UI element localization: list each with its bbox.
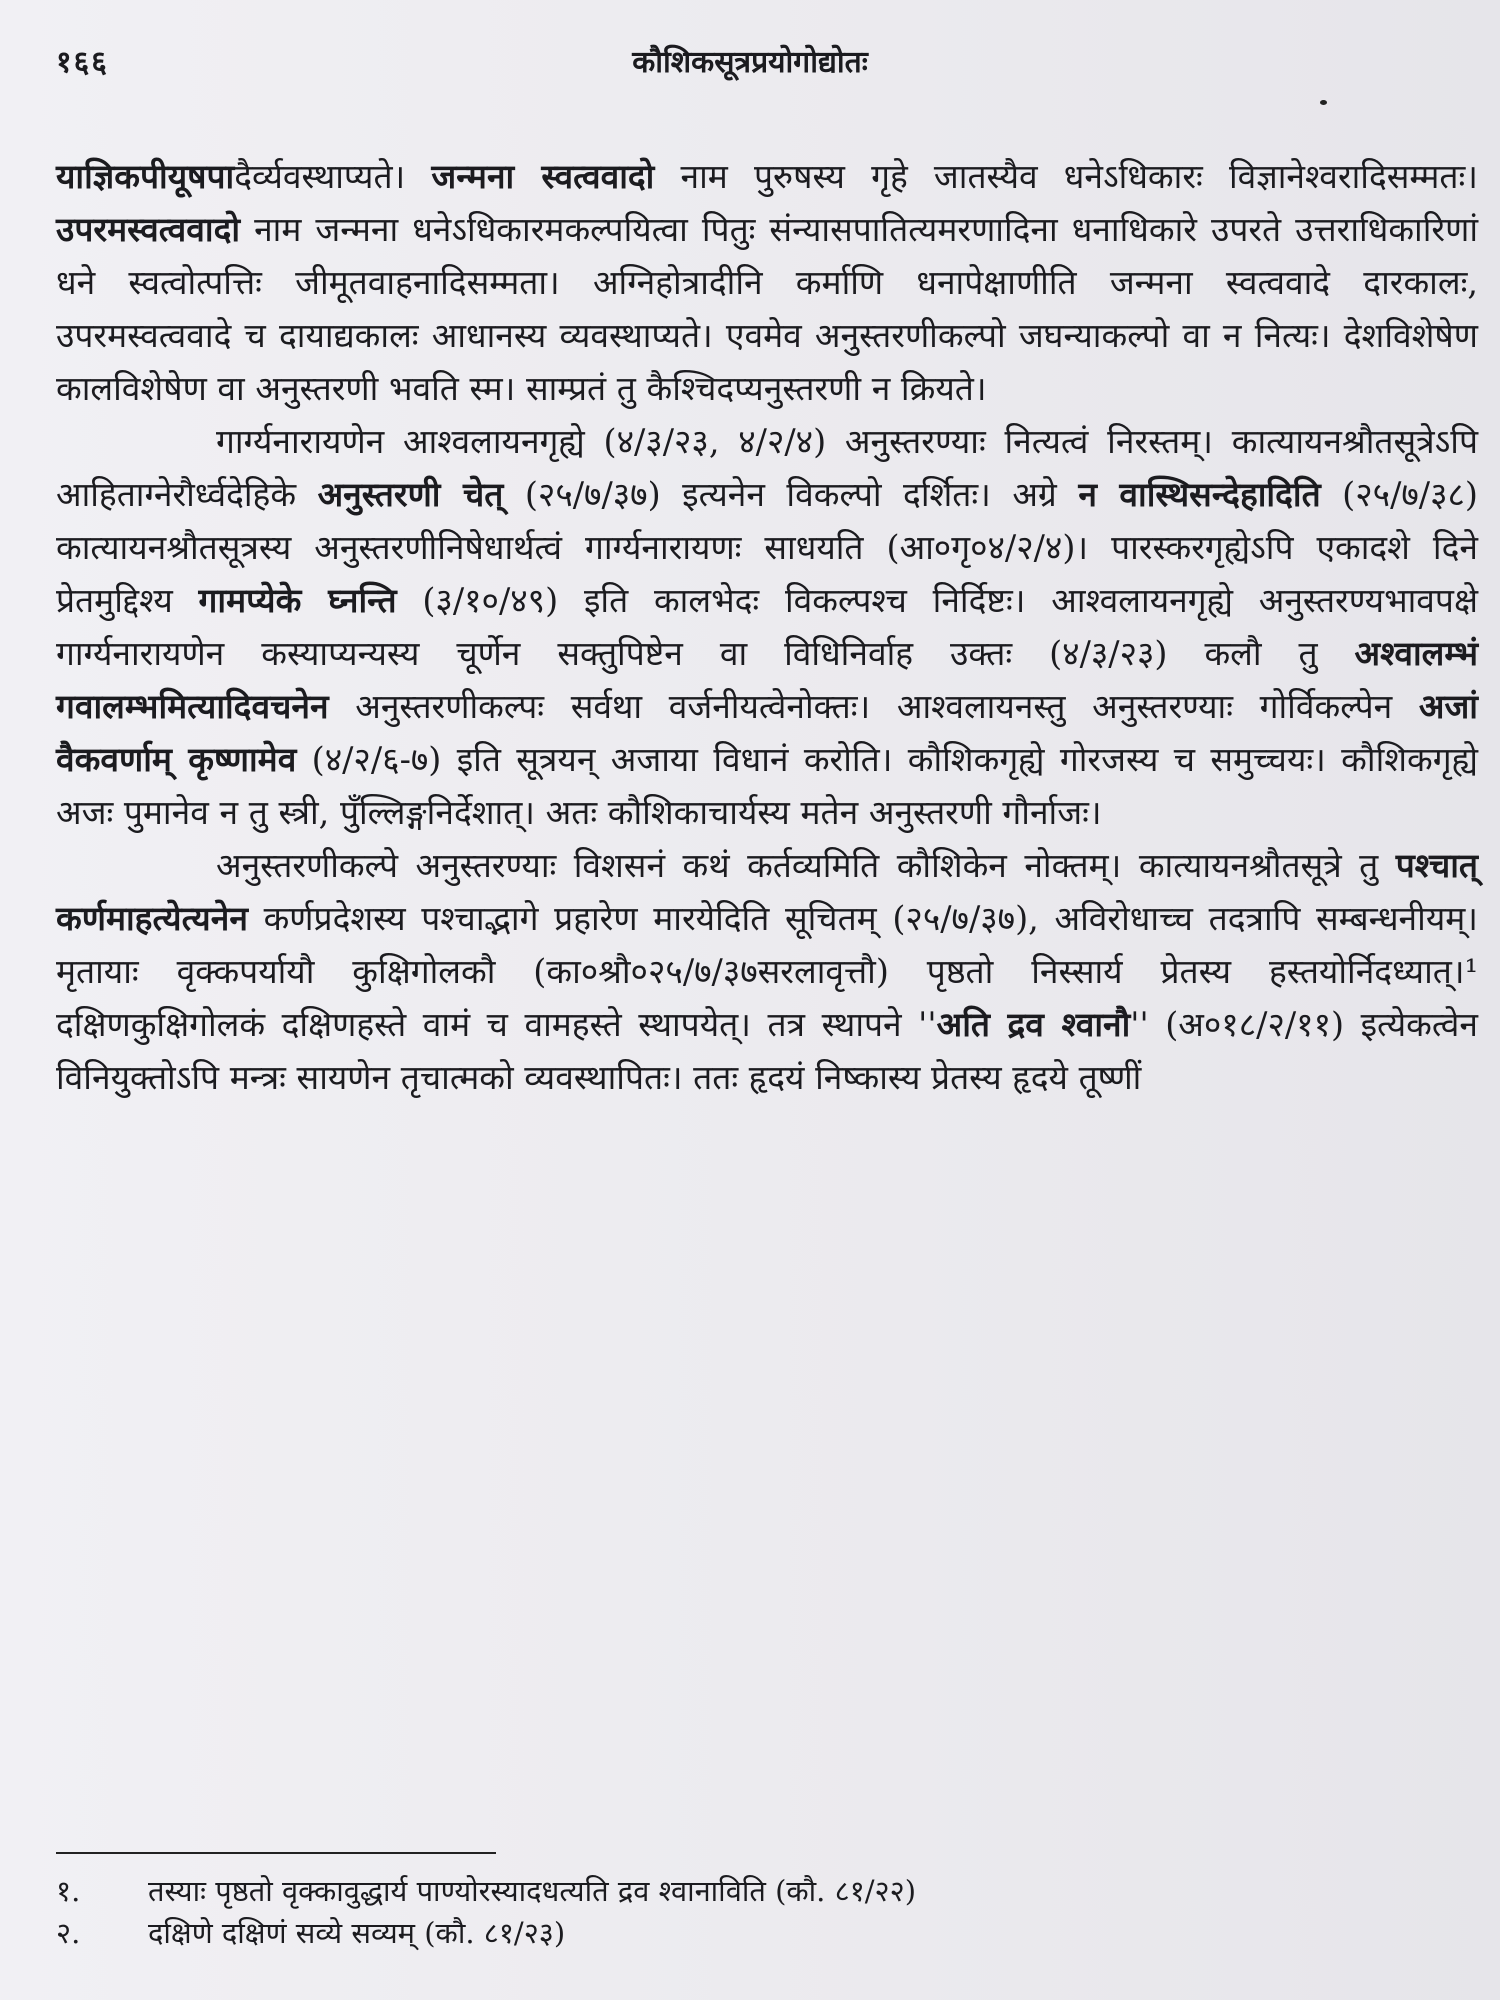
bold-citation: अनुस्तरणी चेत् — [317, 475, 504, 514]
running-title: कौशिकसूत्रप्रयोगोद्योतः — [632, 45, 868, 80]
text-run: नाम पुरुषस्य गृहे जातस्यैव धनेऽधिकारः विज्ञानेश्वरादिसम्मतः। — [654, 157, 1478, 196]
footnotes — [56, 1870, 1440, 1954]
text-run: दैर्व्यवस्थाप्यते। — [234, 157, 432, 196]
page-number: १६६ — [56, 45, 109, 80]
text-run: (३/१०/४९) इति कालभेदः विकल्पश्च निर्दिष्टः। आश्वलायनगृह्ये अनुस्तरण्यभावपक्षे गार्ग्यनारायणेन कस्याप्यन्यस्य चूर्णेन सक्तुपिष्टेन वा विधिनिर्वाह उक्तः (४/३/२३) कलौ तु — [56, 581, 1478, 673]
footnote-text: तस्याः पृष्ठतो वृक्कावुद्धार्य पाण्योरस्यादधत्यति द्रव श्वानाविति (कौ. ८१/२२) — [148, 1874, 917, 1908]
page-header — [56, 40, 1444, 84]
text-run: नाम जन्मना धनेऽधिकारमकल्पयित्वा पितुः संन्यासपातित्यमरणादिना धनाधिकारे उपरते उत्तराधिकारिणां धने स्वत्वोत्पत्तिः जीमूतवाहनादिसम्मता। अग्निहोत्रादीनि कर्माणि धनापेक्षाणीति जन्मना स्वत्ववादे दारकालः, उपरमस्वत्ववादे च दायाद्यकालः आधानस्य व्यवस्थाप्यते। एवमेव अनुस्तरणीकल्पो जघन्याकल्पो वा न नित्यः। देशविशेषेण कालविशेषेण वा अनुस्तरणी भवति स्म। साम्प्रतं तु कैश्चिदप्यनुस्तरणी न क्रियते। — [56, 210, 1478, 408]
bold-citation: न वास्थिसन्देहादिति — [1078, 475, 1321, 514]
paragraph — [56, 150, 1478, 415]
text-run: (२५/७/३८) कात्यायनश्रौतसूत्रस्य अनुस्तरणीनिषेधार्थत्वं गार्ग्यनारायणः साधयति (आ०गृ०४/२/४)। पारस्करगृह्येऽपि एकादशे दिने प्रेतमुद्दिश्य — [56, 475, 1478, 620]
text-run: अनुस्तरणीकल्पे अनुस्तरण्याः विशसनं कथं कर्तव्यमिति कौशिकेन नोक्तम्। कात्यायनश्रौतसूत्रे तु — [216, 846, 1396, 885]
bold-citation: याज्ञिकपीयूषपा — [56, 157, 235, 196]
bold-citation: जन्मना स्वत्ववादो — [431, 157, 655, 196]
ink-speck — [1320, 100, 1327, 105]
bold-citation: अजां वैकवर्णाम् कृष्णामेव — [56, 687, 1478, 779]
footnote-number: २. — [56, 1916, 81, 1950]
footnote — [56, 1870, 1440, 1912]
text-run: (४/२/६-७) इति सूत्रयन् अजाया विधानं करोति। कौशिकगृह्ये गोरजस्य च समुच्चयः। कौशिकगृह्ये अजः पुमानेव न तु स्त्री, पुँल्लिङ्गनिर्देशात्। अतः कौशिकाचार्यस्य मतेन अनुस्तरणी गौर्नाजः। — [56, 740, 1478, 832]
bold-citation: पश्चात् कर्णमाहत्येत्यनेन — [56, 846, 1478, 938]
text-run: '' (अ०१८/२/११) इत्येकत्वेन विनियुक्तोऽपि मन्त्रः सायणेन तृचात्मको व्यवस्थापितः। ततः हृदयं निष्कास्य प्रेतस्य हृदये तूष्णीं — [56, 1005, 1479, 1097]
bold-citation: उपरमस्वत्ववादो — [56, 210, 241, 249]
paragraph — [56, 415, 1478, 839]
text-run: अनुस्तरणीकल्पः सर्वथा वर्जनीयत्वेनोक्तः। आश्वलायनस्तु अनुस्तरण्याः गोर्विकल्पेन — [328, 687, 1419, 726]
footnote-text: दक्षिणे दक्षिणं सव्ये सव्यम् (कौ. ८१/२३) — [148, 1916, 566, 1950]
bold-citation: गामप्येके घ्नन्ति — [198, 581, 397, 620]
bold-citation: अति द्रव श्वानौ — [936, 1005, 1131, 1044]
text-run: गार्ग्यनारायणेन आश्वलायनगृह्ये (४/३/२३, ४/२/४) अनुस्तरण्याः नित्यत्वं निरस्तम्। कात्यायनश्रौतसूत्रेऽपि आहिताग्नेरौर्ध्वदेहिके — [56, 422, 1478, 514]
bold-citation: अश्वालम्भं गवालम्भमित्यादिवचनेन — [56, 634, 1478, 726]
footnote-divider — [56, 1852, 496, 1854]
main-text — [56, 150, 1478, 1104]
footnote — [56, 1912, 1440, 1954]
footnote-number: १. — [56, 1874, 81, 1908]
text-run: (२५/७/३७) इत्यनेन विकल्पो दर्शितः। अग्रे — [503, 475, 1079, 514]
text-run: कर्णप्रदेशस्य पश्चाद्भागे प्रहारेण मारयेदिति सूचितम् (२५/७/३७), अविरोधाच्च तदत्रापि सम्बन्धनीयम्। मृतायाः वृक्कपर्यायौ कुक्षिगोलकौ (का०श्रौ०२५/७/३७सरलावृत्तौ) पृष्ठतो निस्सार्य प्रेतस्य हस्तयोर्निदध्यात्।¹ दक्षिणकुक्षिगोलकं दक्षिणहस्ते वामं च वामहस्ते स्थापयेत्। तत्र स्थापने '' — [56, 899, 1478, 1044]
paragraph — [56, 839, 1478, 1104]
